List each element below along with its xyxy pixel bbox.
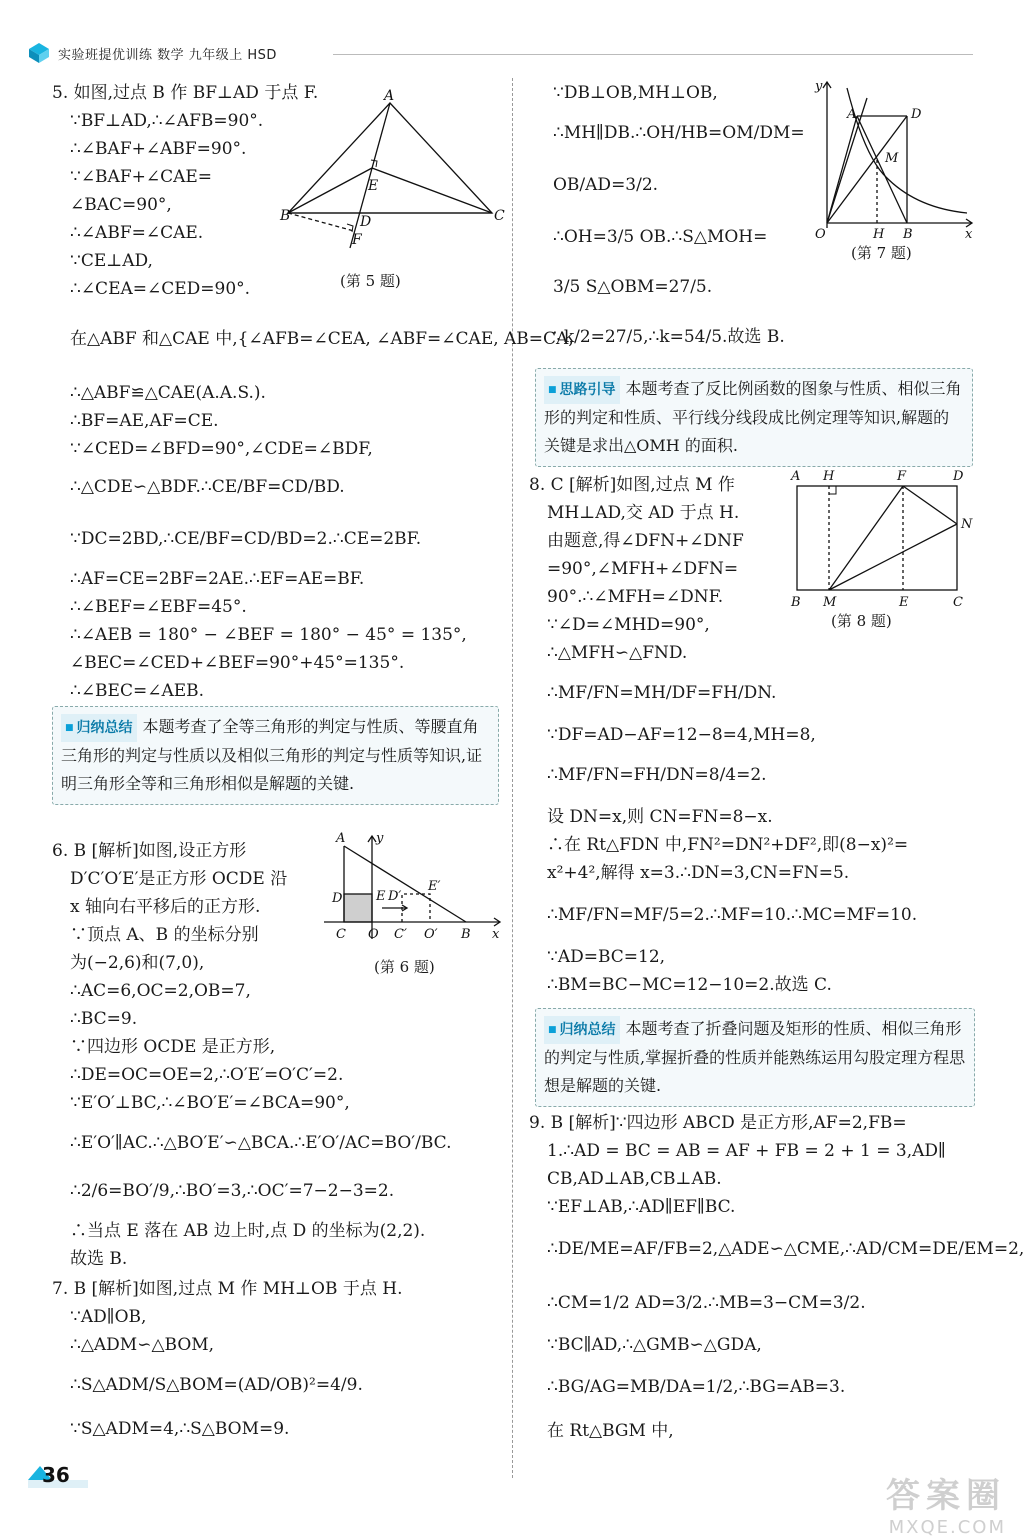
summary7-tag: ■ 思路引导	[544, 376, 620, 404]
watermark	[886, 1468, 1006, 1538]
q7cont-line: ∵k/2=27/5,∴k=54/5.故选 B.	[553, 327, 785, 347]
q5-line: ∵∠CED=∠BFD=90°,∠CDE=∠BDF,	[70, 439, 373, 459]
q9-line: ∵BC∥AD,∴△GMB∽△GDA,	[547, 1335, 762, 1355]
q9-line: ∵EF⊥AB,∴AD∥EF∥BC.	[547, 1197, 736, 1217]
q9-line: ∴DE/ME=AF/FB=2,△ADE∽△CME,∴AD/CM=DE/EM=2,	[547, 1239, 1024, 1259]
q7-line: ∴△ADM∽△BOM,	[70, 1335, 215, 1355]
q8-line: ∴BM=BC−MC=12−10=2.故选 C.	[547, 975, 832, 995]
fig6-label-A: A	[336, 831, 346, 846]
header-title: 实验班提优训练 数学 九年级上 HSD	[58, 48, 277, 63]
figure-6	[324, 831, 504, 952]
fig5-label-D: D	[360, 214, 372, 230]
q6-line: D′C′O′E′是正方形 OCDE 沿	[70, 869, 288, 889]
q8-line: ∴MF/FN=MF/5=2.∴MF=10.∴MC=MF=10.	[547, 905, 918, 925]
fig8-label-M: M	[823, 595, 837, 610]
fig5-label-E: E	[368, 178, 379, 194]
fig6-label-C2: C′	[394, 927, 407, 942]
q8-line: ∴在 Rt△FDN 中,FN²=DN²+DF²,即(8−x)²=	[547, 835, 909, 855]
q5-line: ∴∠BAF+∠ABF=90°.	[70, 139, 247, 159]
q5-line: ∴AF=CE=2BF=2AE.∴EF=AE=BF.	[70, 569, 365, 589]
fig8-label-E: E	[899, 595, 909, 610]
fig6-label-E2: E′	[428, 879, 441, 894]
q6-line: ∴BC=9.	[70, 1009, 138, 1029]
fig8-label-F: F	[897, 469, 907, 484]
q5-line: ∴△ABF≌△CAE(A.A.S.).	[70, 383, 266, 403]
fig6-label-C: C	[336, 927, 346, 942]
q6-line: ∴当点 E 落在 AB 边上时,点 D 的坐标为(2,2).	[70, 1221, 426, 1241]
q8-line: ∵∠D=∠MHD=90°,	[547, 615, 710, 635]
header-rule	[333, 54, 973, 55]
fig5-label-A: A	[384, 88, 395, 104]
fig8-label-B: B	[791, 595, 801, 610]
q7cont-line: 3/5 S△OBM=27/5.	[553, 277, 713, 297]
q7cont-line: ∴MH∥DB.∴OH/HB=OM/DM=	[553, 123, 805, 143]
fig7-label-A: A	[847, 107, 857, 122]
q9-line: ∴CM=1/2 AD=3/2.∴MB=3−CM=3/2.	[547, 1293, 866, 1313]
summary-box-5	[52, 706, 499, 805]
q7cont-line: ∴OH=3/5 OB.∴S△MOH=	[553, 227, 768, 247]
page-header	[28, 42, 973, 66]
q9-line: ∴BG/AG=MB/DA=1/2,∴BG=AB=3.	[547, 1377, 846, 1397]
q8-line: ∴MF/FN=MH/DF=FH/DN.	[547, 683, 777, 703]
q7-line: ∴S△ADM/S△BOM=(AD/OB)²=4/9.	[70, 1375, 363, 1395]
fig7-caption: (第 7 题)	[851, 244, 912, 262]
q7-line: ∵AD∥OB,	[70, 1307, 147, 1327]
figure-7	[807, 78, 977, 242]
fig8-label-A: A	[791, 469, 801, 484]
q9-line: 1.∴AD = BC = AB = AF + FB = 2 + 1 = 3,AD∥	[547, 1141, 946, 1161]
q8-line: x²+4²,解得 x=3.∴DN=3,CN=FN=5.	[547, 863, 850, 883]
fig6-label-B: B	[461, 927, 471, 942]
q6-line: ∵顶点 A、B 的坐标分别	[70, 925, 259, 945]
summary7-text: 本题考查了反比例函数的图象与性质、相似三角形的判定和性质、平行线分线段成比例定理等知识,解题的关键是求出△OMH 的面积.	[544, 379, 962, 455]
q8-line: ∴MF/FN=FH/DN=8/4=2.	[547, 765, 767, 785]
q6-line: ∴DE=OC=OE=2,∴O′E′=O′C′=2.	[70, 1065, 344, 1085]
q7cont-line: OB/AD=3/2.	[553, 175, 659, 195]
q8-line: ∵DF=AD−AF=12−8=4,MH=8,	[547, 725, 816, 745]
q6-line: ∴AC=6,OC=2,OB=7,	[70, 981, 251, 1001]
q5-line: ∴∠CEA=∠CED=90°.	[70, 279, 251, 299]
q8-line: ∴△MFH∽△FND.	[547, 643, 688, 663]
q8-line: 90°.∴∠MFH=∠DNF.	[547, 587, 724, 607]
figure-8	[787, 466, 983, 610]
q5-line: ∵CE⊥AD,	[70, 251, 153, 271]
fig7-label-x: x	[965, 227, 973, 242]
q5-line: 在△ABF 和△CAE 中,{∠AFB=∠CEA, ∠ABF=∠CAE, AB=CA,	[70, 329, 574, 349]
fig8-caption: (第 8 题)	[831, 612, 892, 630]
q7-line: ∵S△ADM=4,∴S△BOM=9.	[70, 1419, 290, 1439]
figure-5	[280, 88, 505, 268]
q6-line: x 轴向右平移后的正方形.	[70, 897, 261, 917]
fig5-label-F: F	[352, 232, 362, 248]
summary8-text: 本题考查了折叠问题及矩形的性质、相似三角形的判定与性质,掌握折叠的性质并能熟练运用勾股定理方程思想是解题的关键.	[544, 1019, 966, 1095]
fig5-caption: (第 5 题)	[340, 272, 401, 290]
fig8-label-D: D	[953, 469, 964, 484]
q5-line: ∵DC=2BD,∴CE/BF=CD/BD=2.∴CE=2BF.	[70, 529, 422, 549]
summary5-tag: ■ 归纳总结	[61, 714, 137, 742]
q5-line: ∴△CDE∽△BDF.∴CE/BF=CD/BD.	[70, 477, 345, 497]
fig5-label-B: B	[280, 208, 291, 224]
fig5-label-C: C	[494, 208, 505, 224]
fig6-label-x: x	[492, 927, 500, 942]
fig7-label-D: D	[911, 107, 922, 122]
q8-line: ∵AD=BC=12,	[547, 947, 666, 967]
watermark-bottom: MXQE.COM	[888, 1517, 1006, 1538]
q5-line: ∴∠BEC=∠AEB.	[70, 681, 205, 701]
page-number: 36	[42, 1463, 70, 1487]
q8-line: =90°,∠MFH+∠DFN=	[547, 559, 739, 579]
q8-line: 8. C [解析]如图,过点 M 作	[529, 475, 735, 495]
q5-line: ∴∠AEB = 180° − ∠BEF = 180° − 45° = 135°,	[70, 625, 467, 645]
q9-line: CB,AD⊥AB,CB⊥AB.	[547, 1169, 722, 1189]
q5-line: 5. 如图,过点 B 作 BF⊥AD 于点 F.	[52, 83, 319, 103]
q5-line: ∠BAC=90°,	[70, 195, 172, 215]
fig6-label-O2: O′	[424, 927, 438, 942]
summary8-tag: ■ 归纳总结	[544, 1016, 620, 1044]
fig7-label-H: H	[873, 227, 885, 242]
summary5-text: 本题考查了全等三角形的判定与性质、等腰直角三角形的判定与性质以及相似三角形的判定与性质等知识,证明三角形全等和三角形相似是解题的关键.	[61, 717, 483, 793]
summary-box-7	[535, 368, 973, 467]
fig7-label-O: O	[815, 227, 826, 242]
fig7-label-M: M	[885, 151, 899, 166]
fig6-label-y: y	[376, 831, 384, 846]
q8-line: 设 DN=x,则 CN=FN=8−x.	[547, 807, 773, 827]
fig6-caption: (第 6 题)	[374, 958, 435, 976]
q5-line: ∠BEC=∠CED+∠BEF=90°+45°=135°.	[70, 653, 405, 673]
column-divider	[512, 78, 513, 1478]
q5-line: ∵∠BAF+∠CAE=	[70, 167, 213, 187]
q6-line: ∴2/6=BO′/9,∴BO′=3,∴OC′=7−2−3=2.	[70, 1181, 395, 1201]
q6-line: ∵四边形 OCDE 是正方形,	[70, 1037, 276, 1057]
fig8-label-H: H	[823, 469, 835, 484]
q5-line: ∴BF=AE,AF=CE.	[70, 411, 219, 431]
fig6-label-D: D	[332, 891, 343, 906]
fig7-label-y: y	[815, 79, 823, 94]
q6-line: ∴E′O′∥AC.∴△BO′E′∽△BCA.∴E′O′/AC=BO′/BC.	[70, 1133, 452, 1153]
q6-line: 故选 B.	[70, 1249, 128, 1269]
fig8-label-C: C	[953, 595, 963, 610]
q5-line: ∴∠ABF=∠CAE.	[70, 223, 204, 243]
q7cont-line: ∵DB⊥OB,MH⊥OB,	[553, 83, 718, 103]
q7-line: 7. B [解析]如图,过点 M 作 MH⊥OB 于点 H.	[52, 1279, 403, 1299]
q6-line: 为(−2,6)和(7,0),	[70, 953, 205, 973]
summary-box-8	[535, 1008, 975, 1107]
fig8-label-N: N	[961, 517, 973, 532]
q5-line: ∴∠BEF=∠EBF=45°.	[70, 597, 247, 617]
q9-line: 在 Rt△BGM 中,	[547, 1421, 674, 1441]
q6-line: ∵E′O′⊥BC,∴∠BO′E′=∠BCA=90°,	[70, 1093, 350, 1113]
q6-line: 6. B [解析]如图,设正方形	[52, 841, 247, 861]
fig7-label-B: B	[903, 227, 913, 242]
fig6-label-E: E	[376, 889, 386, 904]
q8-line: 由题意,得∠DFN+∠DNF	[547, 531, 744, 551]
fig6-label-D2: D′	[388, 889, 402, 904]
book-logo-icon	[28, 42, 50, 64]
q5-line: ∵BF⊥AD,∴∠AFB=90°.	[70, 111, 264, 131]
q9-line: 9. B [解析]∵四边形 ABCD 是正方形,AF=2,FB=	[529, 1113, 907, 1133]
q8-line: MH⊥AD,交 AD 于点 H.	[547, 503, 740, 523]
fig6-label-O: O	[368, 927, 379, 942]
watermark-top: 答案圈	[886, 1476, 1006, 1516]
